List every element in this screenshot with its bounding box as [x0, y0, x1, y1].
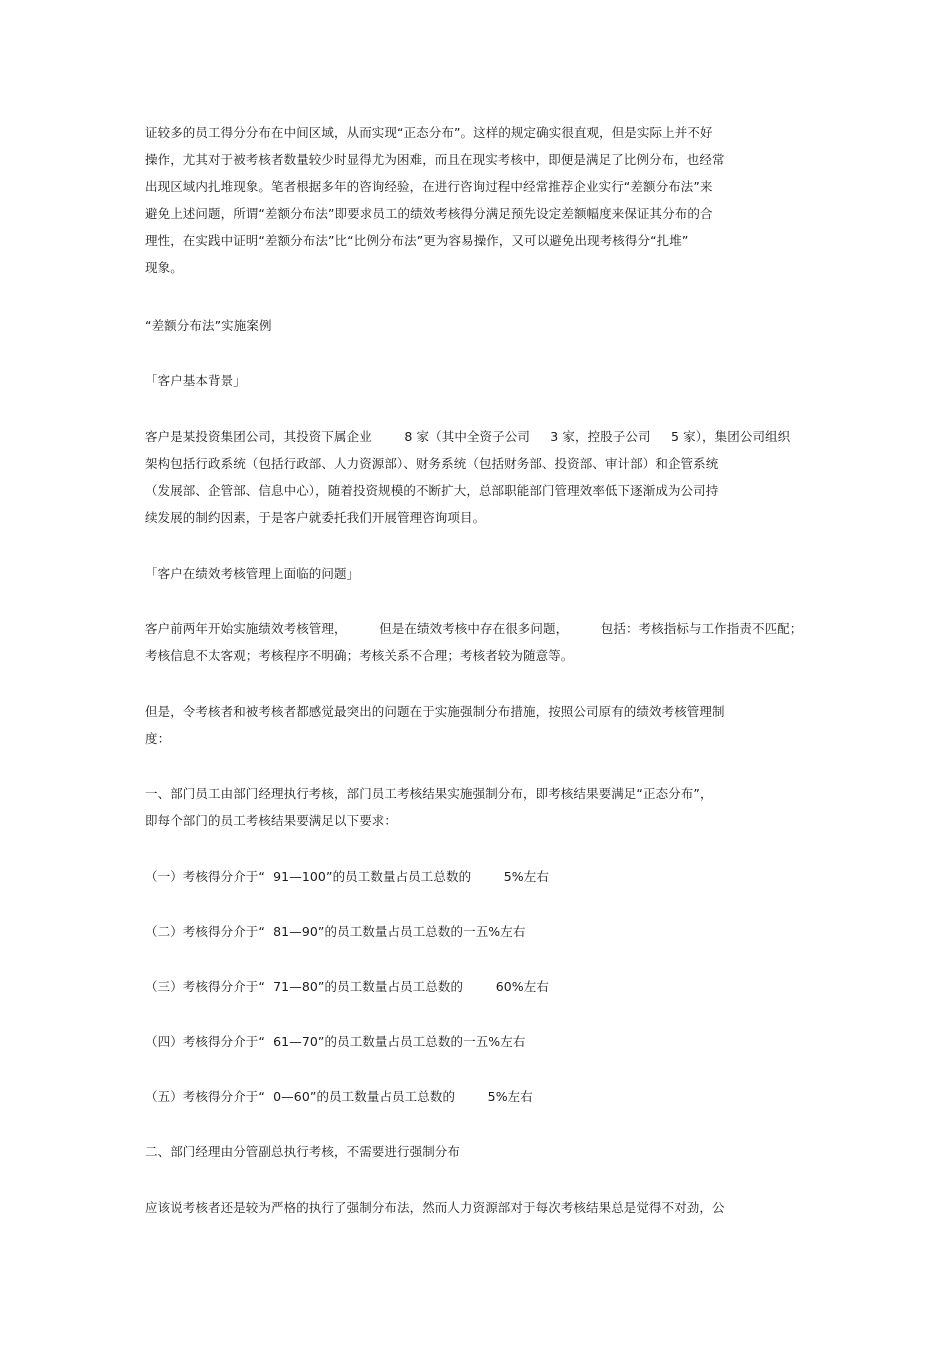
problems-line-1: 客户前两年开始实施绩效考核管理， 但是在绩效考核中存在很多问题， 包括：考核指标与工作指责不匹配；	[145, 621, 803, 636]
intro-line-5: 理性，在实践中证明“差额分布法”比“比例分布法”更为容易操作，又可以避免出现考核得分“扎堆”	[145, 233, 689, 248]
problems-line-2: 考核信息不太客观；考核程序不明确；考核关系不合理；考核者较为随意等。	[145, 648, 574, 663]
closing-line: 应该说考核者还是较为严格的执行了强制分布法，然而人力资源部对于每次考核结果总是觉得不对劲，公	[145, 1200, 725, 1215]
prominent-line-1: 但是，令考核者和被考核者都感觉最突出的问题在于实施强制分布措施，按照公司原有的绩效考核管理制	[145, 704, 725, 719]
rule-one-line-2: 即每个部门的员工考核结果要满足以下要求：	[145, 813, 398, 828]
background-line-3: （发展部、企管部、信息中心），随着投资规模的不断扩大，总部职能部门管理效率低下逐渐成为公司持	[145, 483, 719, 498]
list-item-2: （二）考核得分介于“ 81—90”的员工数量占员工总数的一五%左右	[145, 924, 526, 939]
list-item-1: （一）考核得分介于“ 91—100”的员工数量占员工总数的 5%左右	[145, 869, 549, 884]
list-item-4: （四）考核得分介于“ 61—70”的员工数量占员工总数的一五%左右	[145, 1034, 526, 1049]
list-item-3: （三）考核得分介于“ 71—80”的员工数量占员工总数的 60%左右	[145, 979, 549, 994]
intro-line-4: 避免上述问题，所谓“差额分布法”即要求员工的绩效考核得分满足预先设定差额幅度来保证其分布的合	[145, 206, 713, 221]
background-heading: 「客户基本背景」	[145, 373, 246, 388]
problem-heading: 「客户在绩效考核管理上面临的问题」	[145, 566, 360, 581]
rule-two: 二、部门经理由分管副总执行考核，不需要进行强制分布	[145, 1144, 461, 1159]
case-title: “差额分布法”实施案例	[145, 318, 272, 333]
intro-line-3: 出现区域内扎堆现象。笔者根据多年的咨询经验，在进行咨询过程中经常推荐企业实行“差额分布法”来	[145, 179, 713, 194]
background-line-4: 续发展的制约因素，于是客户就委托我们开展管理咨询项目。	[145, 510, 486, 525]
rule-one-line-1: 一、部门员工由部门经理执行考核，部门员工考核结果实施强制分布，即考核结果要满足“正态分布”，	[145, 786, 713, 801]
intro-line-1: 证较多的员工得分分布在中间区域，从而实现“正态分布”。这样的规定确实很直观，但是实际上并不好	[145, 125, 713, 140]
intro-line-2: 操作，尤其对于被考核者数量较少时显得尤为困难，而且在现实考核中，即便是满足了比例分布，也经常	[145, 152, 725, 167]
background-line-1: 客户是某投资集团公司，其投资下属企业 8 家（其中全资子公司 3 家，控股子公司 5 家），集团公司组织	[145, 429, 791, 444]
background-line-2: 架构包括行政系统（包括行政部、人力资源部）、财务系统（包括财务部、投资部、审计部）和企管系统	[145, 456, 719, 471]
list-item-5: （五）考核得分介于“ 0—60”的员工数量占员工总数的 5%左右	[145, 1089, 533, 1104]
intro-line-6: 现象。	[145, 260, 183, 275]
prominent-line-2: 度：	[145, 731, 171, 746]
